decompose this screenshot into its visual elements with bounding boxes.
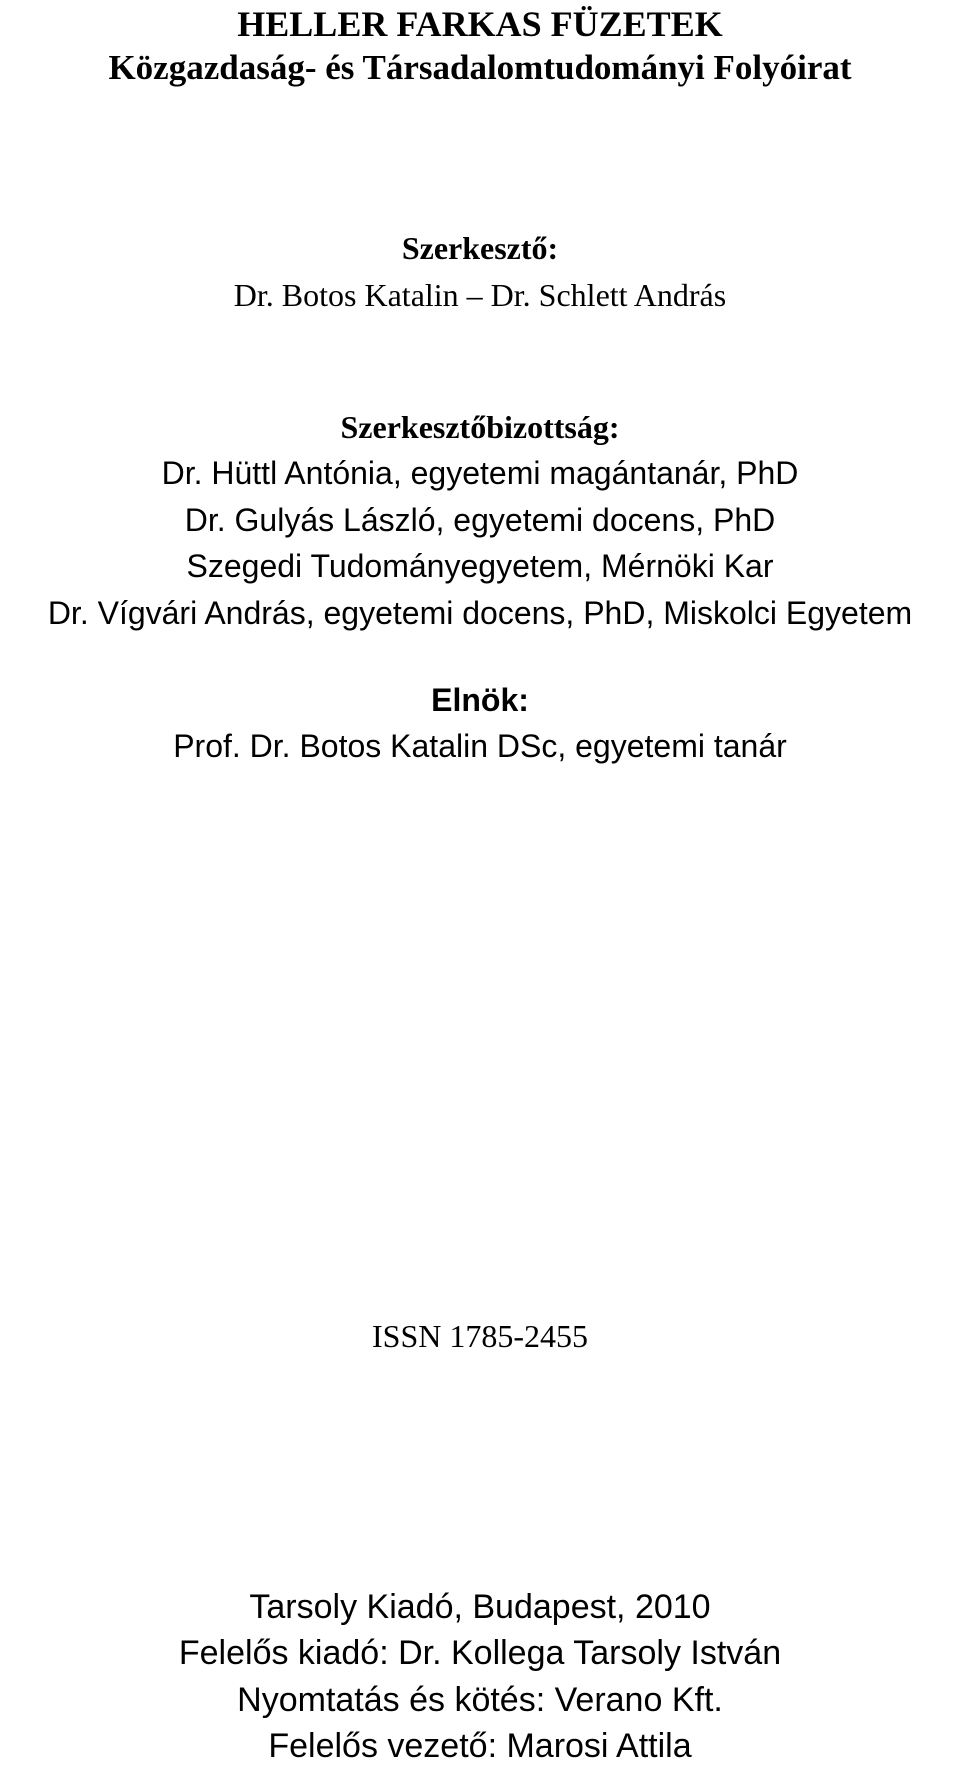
publisher-responsible: Felelős kiadó: Dr. Kollega Tarsoly István <box>178 1634 782 1672</box>
editors-heading: Szerkesztő: <box>401 230 559 266</box>
board-member-affiliation: Szegedi Tudományegyetem, Mérnöki Kar <box>186 548 774 584</box>
printing-info: Nyomtatás és kötés: Verano Kft. <box>237 1681 723 1719</box>
responsible-manager: Felelős vezető: Marosi Attila <box>268 1727 692 1765</box>
publisher-line: Tarsoly Kiadó, Budapest, 2010 <box>249 1588 711 1626</box>
board-member: Dr. Gulyás László, egyetemi docens, PhD <box>184 502 776 538</box>
editors-names: Dr. Botos Katalin – Dr. Schlett András <box>233 277 727 313</box>
president-heading: Elnök: <box>431 682 529 718</box>
journal-title: HELLER FARKAS FÜZETEK <box>237 4 723 44</box>
president-name: Prof. Dr. Botos Katalin DSc, egyetemi tanár <box>173 728 787 764</box>
editorial-board-heading: Szerkesztőbizottság: <box>340 409 620 445</box>
journal-subtitle: Közgazdaság- és Társadalomtudományi Folyóirat <box>108 48 852 87</box>
board-member: Dr. Vígvári András, egyetemi docens, PhD, Miskolci Egyetem <box>47 595 913 631</box>
issn-number: ISSN 1785-2455 <box>371 1318 588 1354</box>
board-member: Dr. Hüttl Antónia, egyetemi magántanár, PhD <box>161 455 799 491</box>
